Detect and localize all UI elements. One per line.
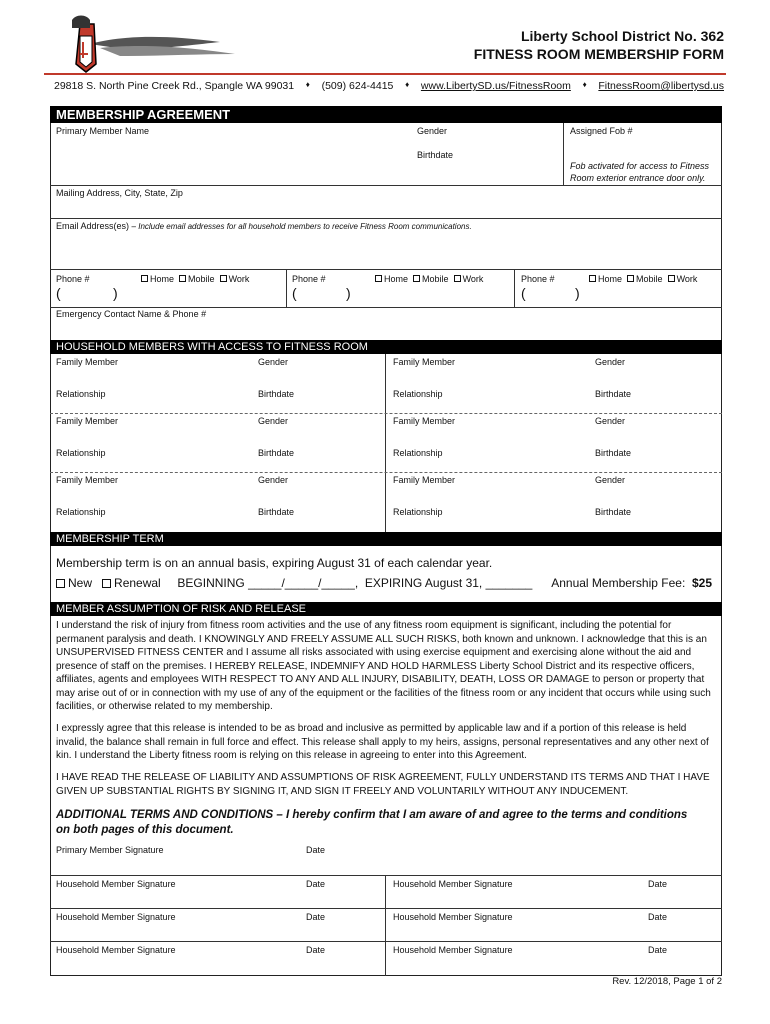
row-divider xyxy=(50,472,722,473)
header-divider xyxy=(44,73,726,75)
term-options xyxy=(56,576,532,590)
family-member-label: Family Member xyxy=(56,416,119,426)
birthdate-label: Birthdate xyxy=(595,389,632,399)
renewal-checkbox[interactable]: Renewal xyxy=(102,576,161,590)
fob-divider xyxy=(563,123,564,185)
phone-label: Phone # xyxy=(292,274,326,284)
phone-type-options[interactable]: Home Mobile Work xyxy=(589,274,697,284)
area-code-close: ) xyxy=(346,285,351,301)
district-address: 29818 S. North Pine Creek Rd., Spangle WA 99031 xyxy=(54,80,295,92)
gender-label: Gender xyxy=(258,475,289,485)
household-signature-label: Household Member Signature xyxy=(56,912,176,922)
fob-note-line1: Fob activated for access to Fitness xyxy=(570,161,710,171)
new-checkbox[interactable]: New xyxy=(56,576,92,590)
area-code-open: ( xyxy=(56,285,61,301)
birthdate-label: Birthdate xyxy=(595,448,632,458)
gender-label: Gender xyxy=(595,357,626,367)
gender-label: Gender xyxy=(417,126,448,136)
term-description: Membership term is on an annual basis, expiring August 31 of each calendar year. xyxy=(56,556,493,570)
row-divider xyxy=(50,269,722,270)
phone-label: Phone # xyxy=(521,274,555,284)
email-address-label: Email Address(es) – Include email addresses for all household members to receive Fitness Room communications. xyxy=(56,221,472,231)
form-title-block xyxy=(474,28,724,62)
gender-label: Gender xyxy=(258,416,289,426)
date-label: Date xyxy=(648,912,668,922)
birthdate-label: Birthdate xyxy=(258,389,295,399)
area-code-open: ( xyxy=(292,285,297,301)
birthdate-label: Birthdate xyxy=(595,507,632,517)
date-label: Date xyxy=(306,945,326,955)
gender-label: Gender xyxy=(595,416,626,426)
gender-label: Gender xyxy=(258,357,289,367)
household-signature-label: Household Member Signature xyxy=(393,912,513,922)
household-col-divider xyxy=(385,354,386,532)
signature-col-divider xyxy=(385,875,386,976)
date-label: Date xyxy=(306,912,326,922)
row-divider xyxy=(50,218,722,219)
row-divider xyxy=(50,185,722,186)
date-label: Date xyxy=(306,879,326,889)
separator-icon: ♦ xyxy=(305,80,310,89)
signature-line xyxy=(50,941,722,942)
relationship-label: Relationship xyxy=(56,389,106,399)
family-member-label: Family Member xyxy=(56,475,119,485)
section-header-membership-agreement: MEMBERSHIP AGREEMENT xyxy=(50,106,722,123)
phone-type-options[interactable]: Home Mobile Work xyxy=(141,274,249,284)
family-member-label: Family Member xyxy=(393,416,456,426)
gender-label: Gender xyxy=(595,475,626,485)
expiring-date-field[interactable]: EXPIRING August 31, _______ xyxy=(364,576,533,590)
date-label: Date xyxy=(306,845,326,855)
row-divider xyxy=(50,307,722,308)
signature-line xyxy=(50,875,722,876)
primary-signature-label: Primary Member Signature xyxy=(56,845,164,855)
phone-col-divider xyxy=(286,269,287,307)
section-header-risk-release: MEMBER ASSUMPTION OF RISK AND RELEASE xyxy=(50,602,722,616)
birthdate-label: Birthdate xyxy=(258,507,295,517)
household-frame xyxy=(50,354,722,532)
beginning-date-field[interactable]: BEGINNING _____/_____/_____, xyxy=(177,576,359,590)
emergency-contact-label: Emergency Contact Name & Phone # xyxy=(56,309,207,319)
term-frame xyxy=(50,546,722,602)
district-name: Liberty School District No. 362 xyxy=(520,28,724,44)
household-signature-label: Household Member Signature xyxy=(56,879,176,889)
section-header-membership-term: MEMBERSHIP TERM xyxy=(50,532,722,546)
separator-icon: ♦ xyxy=(405,80,410,89)
phone-label: Phone # xyxy=(56,274,90,284)
section-header-household: HOUSEHOLD MEMBERS WITH ACCESS TO FITNESS ROOM xyxy=(50,340,722,354)
relationship-label: Relationship xyxy=(56,507,106,517)
separator-icon: ♦ xyxy=(582,80,587,89)
relationship-label: Relationship xyxy=(393,448,443,458)
family-member-label: Family Member xyxy=(393,357,456,367)
area-code-open: ( xyxy=(521,285,526,301)
knight-logo-icon xyxy=(50,14,240,74)
district-phone: (509) 624-4415 xyxy=(321,80,394,92)
phone-type-options[interactable]: Home Mobile Work xyxy=(375,274,483,284)
phone-col-divider xyxy=(514,269,515,307)
area-code-close: ) xyxy=(575,285,580,301)
signature-line xyxy=(50,908,722,909)
mailing-address-label: Mailing Address, City, State, Zip xyxy=(56,188,183,198)
household-signature-label: Household Member Signature xyxy=(56,945,176,955)
household-signature-label: Household Member Signature xyxy=(393,945,513,955)
website-link[interactable]: www.LibertySD.us/FitnessRoom xyxy=(420,80,571,92)
relationship-label: Relationship xyxy=(393,507,443,517)
family-member-label: Family Member xyxy=(393,475,456,485)
revision-footer: Rev. 12/2018, Page 1 of 2 xyxy=(612,976,722,987)
family-member-label: Family Member xyxy=(56,357,119,367)
row-divider xyxy=(50,413,722,414)
date-label: Date xyxy=(648,879,668,889)
membership-fee: Annual Membership Fee: $25 xyxy=(551,576,712,590)
relationship-label: Relationship xyxy=(56,448,106,458)
email-link[interactable]: FitnessRoom@libertysd.us xyxy=(598,80,724,92)
fob-note-line2: Room exterior entrance door only. xyxy=(570,173,706,183)
date-label: Date xyxy=(648,945,668,955)
area-code-close: ) xyxy=(113,285,118,301)
assigned-fob-label: Assigned Fob # xyxy=(570,126,633,136)
additional-terms: ADDITIONAL TERMS AND CONDITIONS – I hereby confirm that I am aware of and agree to the terms and conditions on both pages of this document. xyxy=(56,809,688,836)
household-signature-label: Household Member Signature xyxy=(393,879,513,889)
risk-paragraph-1: I understand the risk of injury from fitness room activities and the use of any fitness room equipment is significant, including the potential for permanent paralysis and death. I KNOWINGLY AND FREELY ASSUME ALL SUCH RISKS, both known and unknown. I acknowledge that this is an UNSUPERVISED FITNESS CENTER and I assume all risks associated with using exercise equipment and exercising alone without the aid and presence of staff on the premises. I HEREBY RELEASE, INDEMNIFY AND HOLD HARMLESS Liberty School District and its respective officers, affiliates, agents and employees WITH RESPECT TO ANY AND ALL INJURY, DISABILITY, DEATH, LOSS OR DAMAGE to person or property that may arise out of or in connection with my use of any of the equipment or the facilities of the fitness room or any incident that occurs while using such facilities, or otherwise related to my membership. xyxy=(56,620,711,712)
form-title: FITNESS ROOM MEMBERSHIP FORM xyxy=(473,46,724,62)
birthdate-label: Birthdate xyxy=(417,150,454,160)
contact-line xyxy=(54,80,724,92)
relationship-label: Relationship xyxy=(393,389,443,399)
risk-paragraph-2: I expressly agree that this release is intended to be as broad and inclusive as permitted by applicable law and if a portion of this release is held invalid, the balance shall remain in full force and effect. This release shall apply to my heirs, assigns, personal representatives and any other next of kin. I understand the Liberty fitness room is relying on this release in agreeing to enter into this Agreement. xyxy=(56,723,709,761)
birthdate-label: Birthdate xyxy=(258,448,295,458)
primary-member-name-label: Primary Member Name xyxy=(56,126,150,136)
risk-paragraph-3: I HAVE READ THE RELEASE OF LIABILITY AND ASSUMPTIONS OF RISK AGREEMENT, FULLY UNDERSTAND ITS TERMS AND THAT I HAVE GIVEN UP SUBSTANTIAL RIGHTS BY SIGNING IT, AND SIGN IT FREELY AND VOLUNTARILY WITHOUT ANY INDUCEMENT. xyxy=(56,772,710,797)
